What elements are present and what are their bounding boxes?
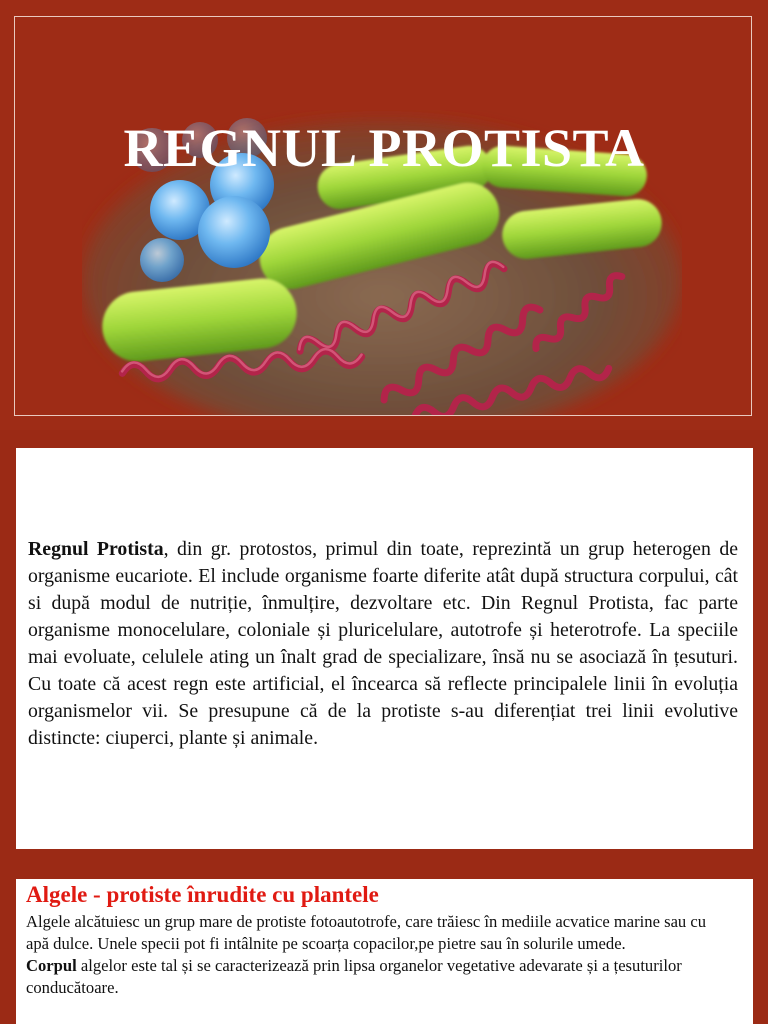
algae-paragraph-2-text: algelor este tal și se caracterizează prin lipsa organelor vegetative adevarate și a țesuturilor conducătoare.: [26, 956, 682, 997]
title-slide: [0, 0, 768, 430]
intro-lead-term: Regnul Protista: [28, 538, 164, 560]
page-title: REGNUL PROTISTA: [123, 118, 645, 179]
intro-paragraph-text: , din gr. protostos, primul din toate, reprezintă un grup heterogen de organisme eucariote. El include organisme foarte diferite atât după structura corpului, cât si după modul de nutriție, înmulțire, dezvoltare etc. Din Regnul Protista, fac parte organisme monocelulare, coloniale și pluricelulare, autotrofe și heterotrofe. La speciile mai evoluate, celulele ating un înalt grad de specializare, însă nu se asociază în țesuturi. Cu toate că acest regn este artificial, el încearca să reflecte principalele linii în evoluția organismelor vii. Se presupune că de la protiste s-au diferențiat trei linii evolutive distincte: ciuperci, plante și animale.: [28, 538, 738, 749]
algae-body-term: Corpul: [26, 956, 77, 975]
intro-slide: [16, 448, 753, 849]
algae-paragraph-1: Algele alcătuiesc un grup mare de protiste fotoautotrofe, care trăiesc în mediile acvatice marine sau cu apă dulce. Unele specii pot fi intâlnite pe scoarța copacilor,pe pietre sau în solurile umede.: [26, 912, 707, 953]
algae-heading: Algele - protiste înrudite cu plantele: [26, 882, 379, 907]
algae-body: [26, 911, 726, 999]
algae-paragraph-2: [26, 955, 726, 999]
intro-paragraph: [28, 536, 738, 752]
algae-slide: [16, 879, 753, 1024]
